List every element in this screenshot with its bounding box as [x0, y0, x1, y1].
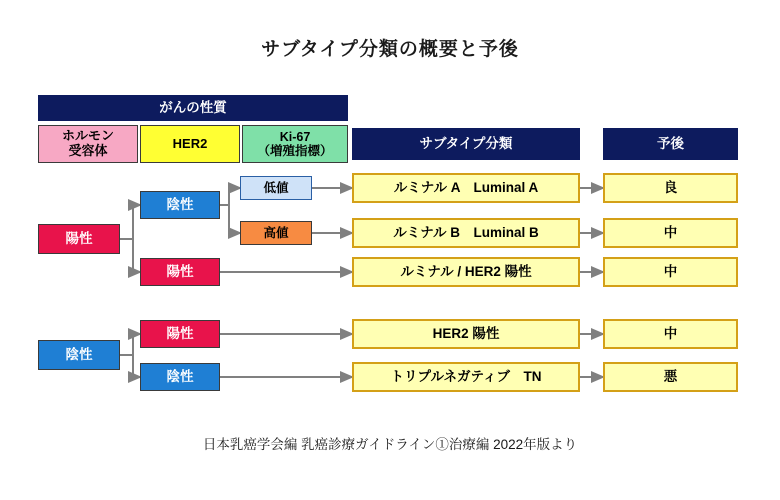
prognosis-her2-positive: 中	[603, 319, 738, 349]
category-ki67-line2: （増殖指標）	[257, 144, 333, 158]
prognosis-triple-negative: 悪	[603, 362, 738, 392]
category-hormone-receptor	[38, 125, 138, 163]
prognosis-luminal-b: 中	[603, 218, 738, 248]
header-subtype-classification: サブタイプ分類	[352, 128, 580, 160]
subtype-luminal-b: ルミナル B Luminal B	[352, 218, 580, 248]
her2-negative-lower: 陰性	[140, 363, 220, 391]
category-hormone-receptor-line1: ホルモン	[61, 128, 114, 144]
hormone-negative: 陰性	[38, 340, 120, 370]
prognosis-luminal-her2: 中	[603, 257, 738, 287]
her2-negative-upper: 陰性	[140, 191, 220, 219]
source-note: 日本乳癌学会編 乳癌診療ガイドライン①治療編 2022年版より	[202, 437, 578, 452]
ki67-high: 高値	[240, 221, 312, 245]
her2-positive-upper: 陽性	[140, 258, 220, 286]
header-prognosis: 予後	[603, 128, 738, 160]
ki67-low: 低値	[240, 176, 312, 200]
header-cancer-property: がんの性質	[38, 95, 348, 121]
category-her2: HER2	[140, 125, 240, 163]
subtype-her2-positive: HER2 陽性	[352, 319, 580, 349]
category-ki67-line1: Ki-67	[279, 129, 311, 144]
category-hormone-receptor-line2: 受容体	[68, 143, 108, 158]
page-title: サブタイプ分類の概要と予後	[261, 39, 519, 60]
prognosis-luminal-a: 良	[603, 173, 738, 203]
her2-positive-lower: 陽性	[140, 320, 220, 348]
subtype-luminal-a: ルミナル A Luminal A	[352, 173, 580, 203]
subtype-triple-negative: トリプルネガティブ TN	[352, 362, 580, 392]
category-ki67	[242, 125, 348, 163]
hormone-positive: 陽性	[38, 224, 120, 254]
subtype-luminal-her2: ルミナル / HER2 陽性	[352, 257, 580, 287]
